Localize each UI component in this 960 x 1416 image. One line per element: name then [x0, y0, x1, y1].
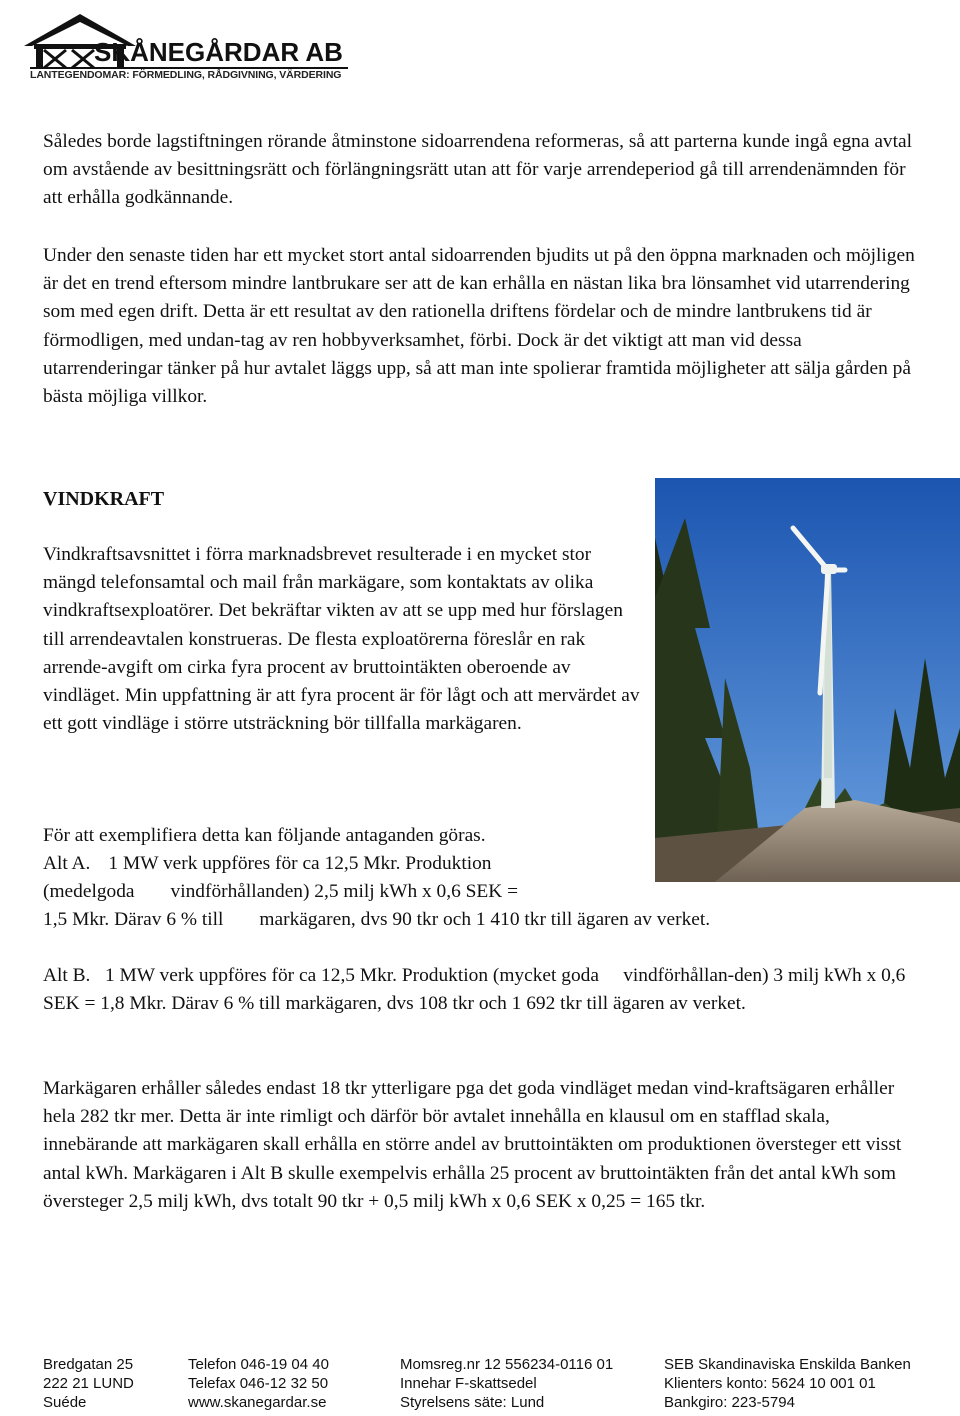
- footer-postal: 222 21 LUND: [43, 1375, 134, 1392]
- intro-paragraph-1: Således borde lagstiftningen rörande åtminstone sidoarrendena reformeras, så att parterna kunde ingå egna avtal om avstående av besittningsrätt och förlängningsrätt utan att för varje arrendeperiod gå till arrendenämnden för att erhålla godkännande.: [43, 131, 913, 209]
- wind-turbine-photo: [655, 478, 960, 882]
- footer-fax: Telefax 046-12 32 50: [188, 1375, 329, 1392]
- example-intro: För att exemplifiera detta kan följande antaganden göras.: [43, 825, 486, 846]
- alt-a-line-2a: (medelgoda: [43, 881, 135, 902]
- footer-bank-name: SEB Skandinaviska Enskilda Banken: [664, 1356, 911, 1373]
- footer-phone: Telefon 046-19 04 40: [188, 1356, 329, 1373]
- vindkraft-paragraph-2: [43, 822, 643, 878]
- footer-website-link[interactable]: www.skanegardar.se: [188, 1394, 327, 1411]
- alt-a-line-1: 1 MW verk uppföres för ca 12,5 Mkr. Produktion: [108, 853, 492, 875]
- alt-a-label: Alt A.: [43, 853, 91, 875]
- footer-street: Bredgatan 25: [43, 1356, 134, 1373]
- footer-vat: Momsreg.nr 12 556234-0116 01: [400, 1356, 614, 1373]
- alt-a-line-2b: vindförhållanden) 2,5 milj kWh x 0,6 SEK =: [170, 881, 519, 902]
- footer-registration: [400, 1355, 613, 1412]
- company-name: SKÅNEGÅRDAR AB: [94, 37, 343, 67]
- alt-a-line-3: [43, 906, 710, 934]
- footer-tax: Innehar F-skattsedel: [400, 1375, 537, 1392]
- footer-account: Klienters konto: 5624 10 001 01: [664, 1375, 876, 1392]
- conclusion-paragraph: Markägaren erhåller således endast 18 tkr ytterligare pga det goda vindläget medan vind-kraftsägaren erhåller hela 282 tkr mer. Detta är inte rimligt och därför bör avtalet innehålla en klausul om en stafflad skala, innebärande att markägaren skall erhålla en större andel av bruttointäkten om produktionen översteger ett visst antal kWh. Markägaren i Alt B skulle exempelvis erhålla 25 procent av bruttointäkten från det antal kWh som översteger 2,5 milj kWh, dvs totalt 90 tkr + 0,5 milj kWh x 0,6 SEK x 0,25 = 165 tkr.: [43, 1078, 902, 1212]
- footer-contact: [188, 1355, 329, 1412]
- vindkraft-paragraph-1: Vindkraftsavsnittet i förra marknadsbrevet resulterade i en mycket stor mängd telefonsamtal och mail från markägare, som kontaktats av olika vindkraftsexploatörer. Det bekräftar vikten av att se upp med hur förslagen till arrendeavtalen konstrueras. De flesta exploatörerna föreslår en rak arrende-avgift om cirka fyra procent av bruttointäkten oberoende av vindläget. Min uppfattning är att fyra procent är för lågt och att mervärdet av ett gott vindläge i större utsträckning bör tillfalla markägaren.: [43, 544, 640, 735]
- footer-bankgiro: Bankgiro: 223-5794: [664, 1394, 795, 1411]
- alt-a-line-2: [43, 878, 518, 906]
- alt-b-paragraph: Alt B. 1 MW verk uppföres för ca 12,5 Mkr. Produktion (mycket goda vindförhållan-den) 3 milj kWh x 0,6 SEK = 1,8 Mkr. Därav 6 % till markägaren, dvs 108 tkr och 1 692 tkr till ägaren av verket.: [43, 965, 911, 1015]
- footer-seat: Styrelsens säte: Lund: [400, 1394, 545, 1411]
- footer-address: [43, 1355, 134, 1412]
- footer-bank: [664, 1355, 911, 1412]
- alt-a-line-3a: 1,5 Mkr. Därav 6 % till: [43, 909, 224, 930]
- company-tagline: LANTEGENDOMAR: FÖRMEDLING, RÅDGIVNING, VÄRDERING: [30, 69, 342, 81]
- alt-a-line-3b: markägaren, dvs 90 tkr och 1 410 tkr till ägaren av verket.: [259, 909, 711, 930]
- footer-country: Suéde: [43, 1394, 87, 1411]
- section-heading: VINDKRAFT: [43, 488, 165, 510]
- intro-paragraph-2: Under den senaste tiden har ett mycket stort antal sidoarrenden bjudits ut på den öppna marknaden och möjligen är det en trend eftersom mindre lantbrukare ser att de kan erhålla en nästan lika bra lönsamhet vid utarrendering som med egen drift. Detta är ett resultat av den rationella driftens fördelar och de mindre lantbrukens tid är förmodligen, med undan-tag av ren hobbyverksamhet, förbi. Dock är det viktigt att man vid dessa utarrenderingar tänker på hur avtalet läggs upp, så att man inte spolierar framtida möjligheter att sälja gården på bästa möjliga villkor.: [43, 245, 915, 408]
